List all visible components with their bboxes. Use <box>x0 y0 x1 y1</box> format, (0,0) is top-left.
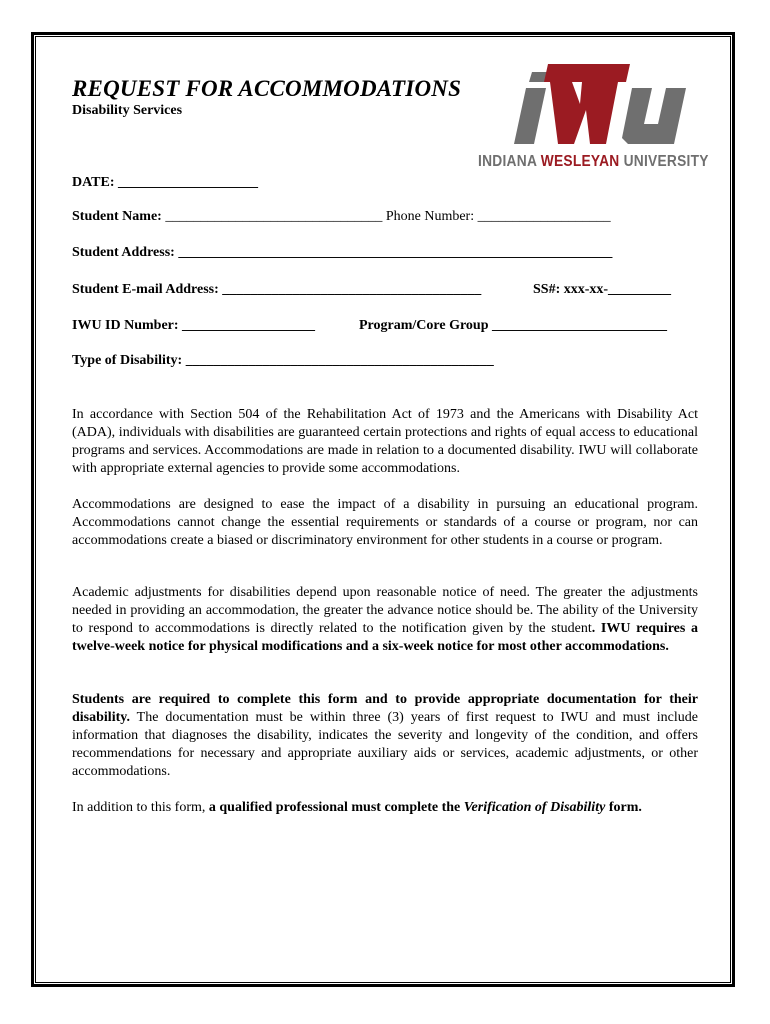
date-field[interactable]: DATE: ____________________ <box>72 175 259 190</box>
phone-number-field[interactable]: Phone Number: ___________________ <box>382 209 611 224</box>
notice-requirement-text: . IWU requires a twelve-week notice for physical modifications and a six-week notice for most other accommodations. <box>72 621 698 654</box>
program-core-group-field[interactable]: Program/Core Group _________________________ <box>359 318 667 333</box>
paragraph-section-504: In accordance with Section 504 of the Rehabilitation Act of 1973 and the Americans with Disability Act (ADA), individuals with disabilities are guaranteed certain protections and rights of equal access to educational programs and services. Accommodations are made in relation to a documented disability. IWU will collaborate with appropriate external agencies to provide some accommodations. <box>72 407 698 476</box>
form-subtitle: Disability Services <box>72 103 183 118</box>
student-address-field[interactable]: Student Address: ______________________________________________________________ <box>72 245 613 260</box>
university-name <box>478 153 709 171</box>
verification-form-name: Verification of Disability <box>463 800 606 815</box>
paragraph-accommodations-design: Accommodations are designed to ease the impact of a disability in pursuing an educational program. Accommodations cannot change the essential requirements or standards of a course or program, nor can accommodations create a biased or discriminatory environment for other students in a course or program. <box>72 497 698 548</box>
verification-bold-text: a qualified professional must complete the <box>208 800 464 815</box>
student-name-line[interactable]: _______________________________ <box>165 209 383 224</box>
university-name-part2: WESLEYAN <box>540 153 620 170</box>
university-logo <box>470 60 709 176</box>
documentation-details-text: The documentation must be within three (3) years of first request to IWU and must include information that diagnoses the disability, indicates the severity and longevity of the condition, and offers recommendations for necessary and appropriate auxiliary aids or services, academic adjustments, or other accommodations. <box>72 710 698 779</box>
documentation-requirement-text: Students are required to complete this form and to provide appropriate documentation for their disability. <box>72 692 698 725</box>
verification-intro-text: In addition to this form, <box>72 800 209 815</box>
ss-number-field[interactable]: SS#: xxx-xx-_________ <box>533 282 672 297</box>
student-name-row <box>72 209 611 225</box>
form-title: REQUEST FOR ACCOMMODATIONS <box>72 76 462 101</box>
university-name-part3: UNIVERSITY <box>619 153 709 170</box>
type-of-disability-field[interactable]: Type of Disability: ____________________________________________ <box>72 353 494 368</box>
academic-adjustments-text: Academic adjustments for disabilities depend upon reasonable notice of need. The greater the adjustments needed in providing an accommodation, the greater the advance notice should be. The ability of the University to respond to accommodations is directly related to the notification given by the student <box>72 585 698 636</box>
iwu-id-field[interactable]: IWU ID Number: ___________________ <box>72 318 316 333</box>
verification-end-text: form. <box>605 800 642 815</box>
student-email-field[interactable]: Student E-mail Address: _____________________________________ <box>72 282 482 297</box>
student-name-label: Student Name: <box>72 209 166 224</box>
paragraph-documentation <box>72 691 698 781</box>
paragraph-academic-adjustments <box>72 584 698 656</box>
university-name-part1: INDIANA <box>478 153 541 170</box>
iwu-logo-mark <box>510 60 700 150</box>
paragraph-verification <box>72 799 698 817</box>
